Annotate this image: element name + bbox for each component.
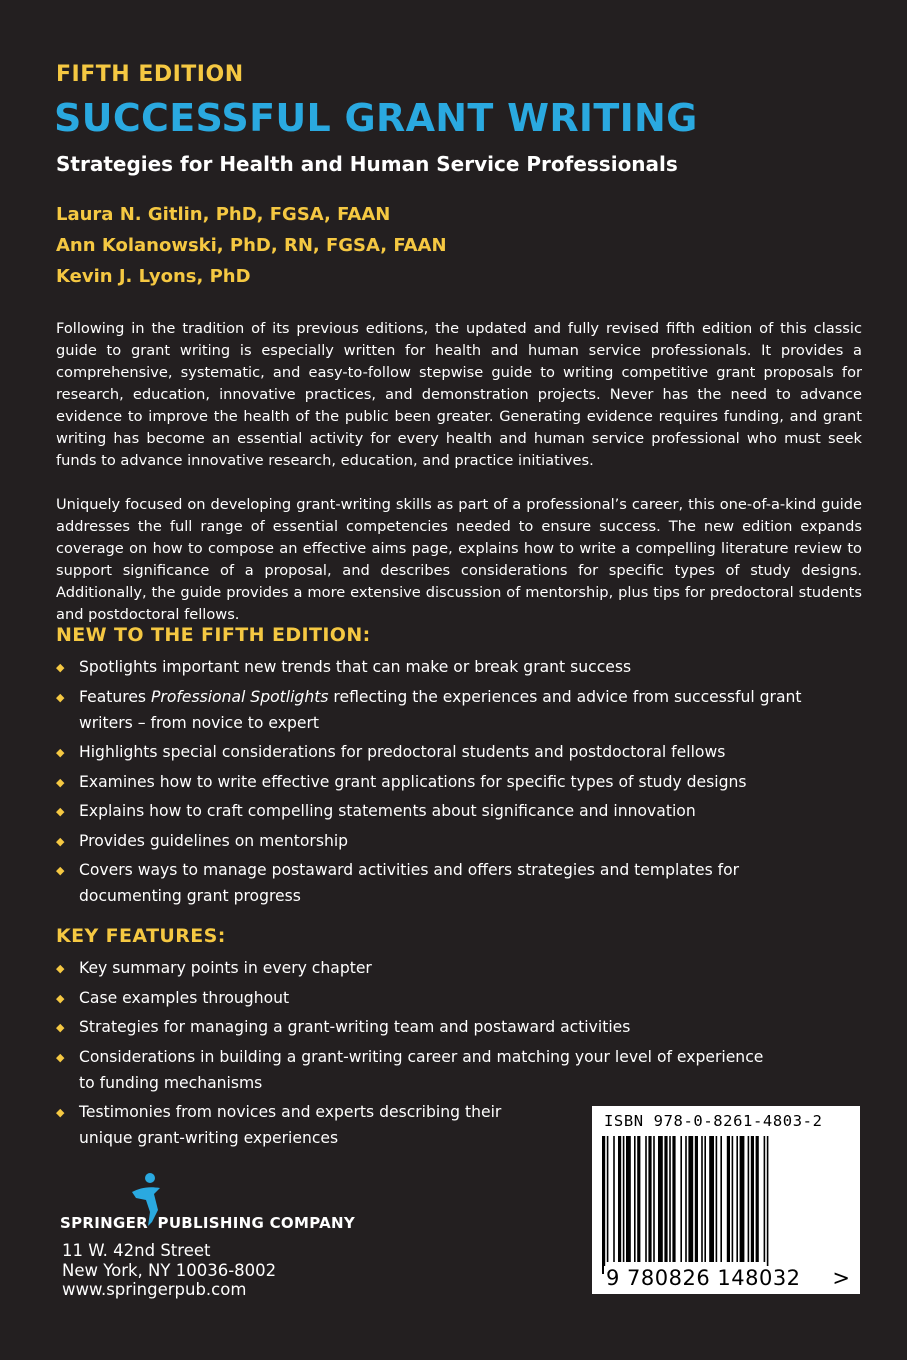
barcode-bar	[680, 1136, 682, 1262]
description-paragraph: Uniquely focused on developing grant-writing skills as part of a professional’s career, this one-of-a-kind guide addresses the full range of essential competencies needed to ensure success. The new edition expands coverage on how to compose an effective aims page, explains how to write a compelling literature review to support significance of a proposal, and describes considerations for specific types of study designs. Additionally, the guide provides a more extensive discussion of mentorship, plus tips for predoctoral students and postdoctoral fellows.	[56, 496, 862, 623]
list-item: ◆ Explains how to craft compelling statements about significance and innovation	[56, 798, 816, 824]
barcode-bar	[637, 1136, 640, 1262]
list-item: ◆ Spotlights important new trends that can make or break grant success	[56, 654, 816, 680]
barcode-bar	[623, 1136, 625, 1262]
barcode-bar	[613, 1136, 615, 1262]
diamond-bullet-icon: ◆	[56, 775, 65, 789]
diamond-bullet-icon: ◆	[56, 690, 65, 704]
diamond-bullet-icon: ◆	[56, 834, 65, 848]
barcode-bars	[602, 1136, 820, 1274]
description-paragraph: Following in the tradition of its previous editions, the updated and fully revised fifth edition of this classic guide to grant writing is especially written for health and human service professionals. It provides a comprehensive, systematic, and easy-to-follow stepwise guide to writing competitive grant proposals for research, education, innovative practices, and demonstration projects. Never has the need to advance evidence to improve the health of the public been greater. Generating evidence requires funding, and grant writing has become an essential activity for every health and human service professional who must seek funds to advance innovative research, education, and practice initiatives.	[56, 320, 862, 469]
book-subtitle: Strategies for Health and Human Service Professionals	[56, 152, 678, 176]
list-item: ◆ Key summary points in every chapter	[56, 955, 779, 981]
barcode-bar	[607, 1136, 609, 1262]
barcode-bar	[764, 1136, 766, 1262]
barcode-arrow: >	[832, 1266, 850, 1290]
barcode-bar	[740, 1136, 745, 1262]
barcode-bar	[732, 1136, 734, 1262]
diamond-bullet-icon: ◆	[56, 746, 65, 759]
list-item: ◆ Highlights special considerations for predoctoral students and postdoctoral fellows	[56, 739, 816, 765]
new-edition-list	[56, 654, 816, 913]
list-item: ◆ Case examples throughout	[56, 985, 779, 1011]
diamond-bullet-icon: ◆	[56, 1106, 65, 1119]
list-item: ◆ Examines how to write effective grant applications for specific types of study designs	[56, 769, 816, 795]
diamond-bullet-icon: ◆	[56, 991, 65, 1005]
barcode-bar	[648, 1136, 651, 1262]
barcode-bar	[645, 1136, 647, 1262]
author-list	[56, 202, 447, 295]
publisher-name: SPRINGER PUBLISHING COMPANY	[60, 1214, 356, 1232]
barcode-bar	[658, 1136, 663, 1262]
diamond-bullet-icon: ◆	[56, 1021, 65, 1034]
list-item: ◆ Testimonies from novices and experts describing their unique grant-writing experiences	[56, 1099, 559, 1151]
barcode-bar	[688, 1136, 693, 1262]
address-line: www.springerpub.com	[62, 1280, 247, 1299]
barcode-bar	[767, 1136, 769, 1274]
barcode-bar	[685, 1136, 687, 1262]
list-item: ◆ Provides guidelines on mentorship	[56, 828, 816, 854]
list-item: ◆ Considerations in building a grant-writing career and matching your level of experience to funding mechanisms	[56, 1044, 779, 1096]
diamond-bullet-icon: ◆	[56, 864, 65, 877]
publisher-address	[62, 1241, 276, 1300]
barcode-bar	[751, 1136, 754, 1262]
barcode-bar	[756, 1136, 759, 1262]
address-line: New York, NY 10036-8002	[62, 1260, 277, 1280]
barcode-bar	[709, 1136, 714, 1262]
diamond-bullet-icon: ◆	[56, 661, 65, 674]
barcode-bar	[701, 1136, 703, 1262]
barcode-bar	[695, 1136, 698, 1262]
diamond-bullet-icon: ◆	[56, 805, 65, 818]
barcode-bar	[602, 1136, 605, 1274]
list-item: ◆ Features Professional Spotlights reflecting the experiences and advice from successful grant writers – from novice to expert	[56, 684, 816, 736]
barcode-bar	[634, 1136, 636, 1262]
address-line: 11 W. 42nd Street	[62, 1241, 211, 1260]
list-item: ◆ Strategies for managing a grant-writing team and postaward activities	[56, 1014, 779, 1040]
barcode-number: 9 780826 148032	[606, 1266, 801, 1290]
author: Kevin J. Lyons, PhD	[56, 266, 251, 287]
edition-label: FIFTH EDITION	[56, 62, 244, 87]
isbn-label: ISBN 978-0-8261-4803-2	[604, 1112, 823, 1130]
barcode-bar	[727, 1136, 730, 1262]
diamond-bullet-icon: ◆	[56, 1050, 65, 1064]
barcode-bar	[736, 1136, 738, 1262]
barcode-bar	[720, 1136, 722, 1262]
new-edition-heading: NEW TO THE FIFTH EDITION:	[56, 624, 371, 646]
diamond-bullet-icon: ◆	[56, 962, 65, 975]
isbn-barcode	[592, 1106, 860, 1294]
author: Ann Kolanowski, PhD, RN, FGSA, FAAN	[56, 235, 447, 256]
author: Laura N. Gitlin, PhD, FGSA, FAAN	[56, 204, 391, 225]
barcode-bar	[653, 1136, 655, 1262]
barcode-bar	[704, 1136, 706, 1262]
barcode-bar	[669, 1136, 671, 1262]
barcode-bar	[672, 1136, 675, 1262]
barcode-bar	[618, 1136, 621, 1262]
barcode-bar	[626, 1136, 631, 1262]
list-item: ◆ Covers ways to manage postaward activities and offers strategies and templates for documenting grant progress	[56, 857, 816, 909]
book-title: SUCCESSFUL GRANT WRITING	[54, 96, 698, 140]
barcode-bar	[716, 1136, 718, 1262]
barcode-bar	[664, 1136, 667, 1262]
emphasis: Professional Spotlights	[151, 687, 329, 706]
barcode-bar	[748, 1136, 750, 1262]
key-features-heading: KEY FEATURES:	[56, 925, 226, 947]
